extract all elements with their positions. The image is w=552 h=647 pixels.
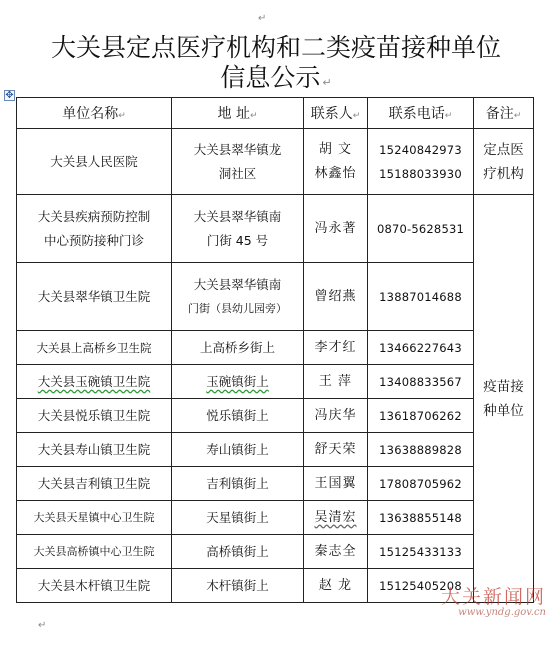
table-row	[17, 399, 534, 433]
cell-unit-name: 大关县吉利镇卫生院	[17, 467, 172, 501]
table-header-row	[17, 98, 534, 129]
cell-unit-name: 大关县寿山镇卫生院	[17, 433, 172, 467]
cell-address: 大关县翠华镇龙 洞社区	[172, 129, 304, 195]
cell-phone: 13618706262	[368, 399, 474, 433]
cell-contact: 曾绍燕	[304, 263, 368, 331]
cell-address: 高桥镇街上	[172, 535, 304, 569]
cell-address: 吉利镇街上	[172, 467, 304, 501]
cell-unit-name: 大关县高桥镇中心卫生院	[17, 535, 172, 569]
table-row	[17, 365, 534, 399]
cell-address: 上高桥乡街上	[172, 331, 304, 365]
cell-contact: 秦志全	[304, 535, 368, 569]
cell-phone: 13638889828	[368, 433, 474, 467]
cell-address: 木杆镇街上	[172, 569, 304, 603]
cell-phone: 15125405208	[368, 569, 474, 603]
cell-contact: 胡 文 林鑫怡	[304, 129, 368, 195]
move-handle-icon[interactable]: ✥	[5, 90, 14, 101]
document-title-line2	[0, 63, 552, 98]
cell-note-vaccination: 疫苗接 种单位	[474, 195, 534, 603]
cell-phone: 13466227643	[368, 331, 474, 365]
cell-unit-name: 大关县人民医院	[17, 129, 172, 195]
header-phone: 联系电话↵	[368, 98, 474, 129]
document-title-line1	[0, 33, 552, 63]
cell-phone: 13638855148	[368, 501, 474, 535]
header-address: 地 址↵	[172, 98, 304, 129]
cell-address: 天星镇街上	[172, 501, 304, 535]
cell-contact: 王国翼	[304, 467, 368, 501]
watermark-url: www.yndg.gov.cn	[458, 607, 546, 618]
cell-phone: 15125433133	[368, 535, 474, 569]
cell-phone: 13887014688	[368, 263, 474, 331]
table-row	[17, 433, 534, 467]
cell-contact: 王 萍	[304, 365, 368, 399]
table-row	[17, 467, 534, 501]
cell-unit-name: 大关县上高桥乡卫生院	[17, 331, 172, 365]
table-row	[17, 331, 534, 365]
cell-unit-name: 大关县天星镇中心卫生院	[17, 501, 172, 535]
cell-phone: 17808705962	[368, 467, 474, 501]
cell-contact: 冯永著	[304, 195, 368, 263]
watermark-title: 大关新闻网	[440, 586, 546, 608]
cell-phone: 13408833567	[368, 365, 474, 399]
table-row	[17, 129, 534, 195]
paragraph-mark: ↵	[322, 76, 332, 89]
cell-address: 大关县翠华镇南 门街（县幼儿园旁）	[172, 263, 304, 331]
paragraph-mark: ↵	[258, 13, 267, 24]
cell-contact: 赵 龙	[304, 569, 368, 603]
cell-address: 大关县翠华镇南 门街 45 号	[172, 195, 304, 263]
table-row	[17, 263, 534, 331]
header-name: 单位名称↵	[17, 98, 172, 129]
header-contact: 联系人↵	[304, 98, 368, 129]
cell-unit-name: 大关县玉碗镇卫生院	[17, 365, 172, 399]
info-table	[16, 97, 534, 603]
cell-unit-name: 大关县悦乐镇卫生院	[17, 399, 172, 433]
header-note: 备注↵	[474, 98, 534, 129]
cell-phone: 0870-5628531	[368, 195, 474, 263]
title-text-1: 大关县定点医疗机构和二类疫苗接种单位	[50, 33, 501, 62]
table-row	[17, 501, 534, 535]
table-row	[17, 569, 534, 603]
table-row	[17, 535, 534, 569]
cell-contact: 舒天荣	[304, 433, 368, 467]
cell-address: 玉碗镇街上	[172, 365, 304, 399]
cell-phone: 15240842973 15188033930	[368, 129, 474, 195]
cell-note-designated: 定点医 疗机构	[474, 129, 534, 195]
cell-unit-name: 大关县疾病预防控制 中心预防接种门诊	[17, 195, 172, 263]
cell-address: 寿山镇街上	[172, 433, 304, 467]
cell-address: 悦乐镇街上	[172, 399, 304, 433]
cell-contact: 李才红	[304, 331, 368, 365]
paragraph-mark: ↵	[38, 620, 47, 631]
title-text-2: 信息公示	[220, 63, 321, 92]
cell-contact: 冯庆华	[304, 399, 368, 433]
cell-unit-name: 大关县翠华镇卫生院	[17, 263, 172, 331]
cell-unit-name: 大关县木杆镇卫生院	[17, 569, 172, 603]
cell-contact: 吴清宏	[304, 501, 368, 535]
table-row	[17, 195, 534, 263]
